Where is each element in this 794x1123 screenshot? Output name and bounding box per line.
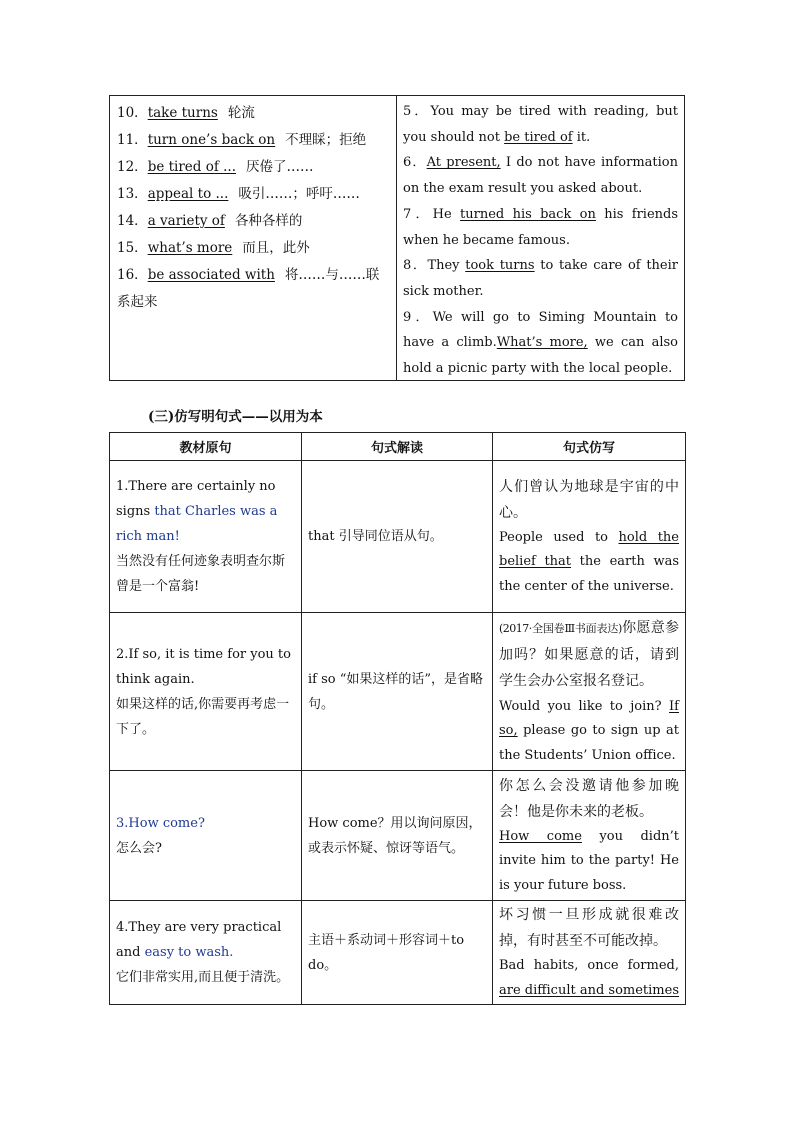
original-sentence: 4.They are very practical and easy to wash. 它们非常实用,而且便于清洗。 xyxy=(110,901,302,1005)
phrase-en: be tired of ... xyxy=(147,159,237,175)
table-row xyxy=(110,461,686,613)
header-imitation: 句式仿写 xyxy=(493,433,686,461)
original-translation: 怎么会? xyxy=(116,840,162,856)
phrase-cn: 各种各样的 xyxy=(234,213,303,229)
phrase-list xyxy=(110,96,397,380)
original-sentence: 1.There are certainly no signs that Charles was a rich man! 当然没有任何迹象表明查尔斯曾是一个富翁! xyxy=(110,461,302,613)
explanation: How come？用以询问原因，或表示怀疑、惊讶等语气。 xyxy=(302,771,493,901)
answer-fill: be tired of xyxy=(504,129,573,145)
phrase-en: appeal to ... xyxy=(147,186,229,202)
highlight-clause: easy to wash. xyxy=(144,945,234,960)
original-translation: 它们非常实用,而且便于清洗。 xyxy=(116,970,290,985)
example-sentence: 6．At present, I do not have information on the exam result you asked about. xyxy=(403,155,679,197)
original-translation: 当然没有任何迹象表明查尔斯曾是一个富翁! xyxy=(116,554,286,594)
phrase-en: a variety of xyxy=(147,213,225,229)
phrase-cn: 吸引……；呼吁…… xyxy=(238,186,360,202)
header-original: 教材原句 xyxy=(110,433,302,461)
highlight-clause: that Charles was a rich man! xyxy=(116,504,278,544)
explanation: 主语＋系动词＋形容词＋to do。 xyxy=(302,901,493,1005)
phrase-en: what’s more xyxy=(147,240,233,256)
original-sentence xyxy=(110,771,302,901)
answer-fill: How come xyxy=(499,828,582,844)
highlight-clause: 3.How come? xyxy=(116,815,205,831)
answer-fill: What’s more, xyxy=(496,335,588,351)
imitation: 人们曾认为地球是宇宙的中心。 People used to hold the belief that the earth was the center of the universe. xyxy=(493,461,686,613)
phrase-cn: 轮流 xyxy=(227,105,255,121)
phrase-en: take turns xyxy=(147,105,218,121)
phrase-item: 12．be tired of ... 厌倦了…… xyxy=(117,159,314,175)
imitation-prompt: (2017·全国卷Ⅲ书面表达)你愿意参加吗？如果愿意的话，请到学生会办公室报名登记。 xyxy=(499,619,680,690)
table-header-row xyxy=(110,433,686,461)
phrase-cn: 厌倦了…… xyxy=(246,159,314,175)
phrase-item: 15．what’s more 而且，此外 xyxy=(117,240,310,256)
header-explanation: 句式解读 xyxy=(302,433,493,461)
example-sentence: 9．We will go to Siming Mountain to have a climb.What’s more, we can also hold a picnic party with the local people. xyxy=(403,309,678,377)
table-row xyxy=(110,771,686,901)
imitation: 你怎么会没邀请他参加晚会！他是你未来的老板。 How come you didn’t invite him to the party! He is your future boss. xyxy=(493,771,686,901)
phrase-item: 14．a variety of 各种各样的 xyxy=(117,213,303,229)
original-sentence: 2.If so, it is time for you to think again. 如果这样的话,你需要再考虑一下了。 xyxy=(110,613,302,771)
source-tag: (2017·全国卷Ⅲ书面表达) xyxy=(499,621,622,635)
example-list xyxy=(397,96,684,380)
answer-fill: turned his back on xyxy=(460,206,596,222)
table-row xyxy=(110,613,686,771)
phrase-item: 16．be associated with 将……与……联系起来 xyxy=(117,267,380,310)
imitation: 坏习惯一旦形成就很难改掉，有时甚至不可能改掉。 Bad habits, once formed, are difficult and sometimes xyxy=(493,901,686,1005)
phrase-item: 11．turn one’s back on 不理睬；拒绝 xyxy=(117,132,367,148)
sentence-table xyxy=(109,432,686,1005)
imitation-prompt: 人们曾认为地球是宇宙的中心。 xyxy=(499,478,679,521)
original-translation: 如果这样的话,你需要再考虑一下了。 xyxy=(116,696,290,737)
answer-fill: If so, xyxy=(499,698,679,739)
imitation-prompt: 坏习惯一旦形成就很难改掉，有时甚至不可能改掉。 xyxy=(499,907,679,949)
example-sentence: 7．He turned his back on his friends when he became famous. xyxy=(403,206,679,248)
answer-fill: took turns xyxy=(465,258,535,274)
phrase-cn: 将……与……联系起来 xyxy=(117,267,380,310)
answer-fill: hold the belief that xyxy=(499,529,679,570)
phrase-cn: 不理睬；拒绝 xyxy=(285,132,367,148)
answer-fill: are difficult and sometimes xyxy=(499,982,680,998)
explanation: if so “如果这样的话”，是省略句。 xyxy=(302,613,493,771)
explanation: that 引导同位语从句。 xyxy=(302,461,493,613)
imitation-prompt: 你怎么会没邀请他参加晚会！他是你未来的老板。 xyxy=(499,777,679,820)
phrase-cn: 而且，此外 xyxy=(242,240,310,256)
example-sentence: 8．They took turns to take care of their sick mother. xyxy=(403,258,678,299)
phrase-item: 13．appeal to ... 吸引……；呼吁…… xyxy=(117,186,360,202)
phrase-item: 10．take turns 轮流 xyxy=(117,105,255,121)
answer-fill: At present, xyxy=(426,155,501,171)
phrase-en: turn one’s back on xyxy=(147,132,276,148)
phrase-box xyxy=(109,95,685,381)
table-row xyxy=(110,901,686,1005)
phrase-en: be associated with xyxy=(147,267,275,283)
section-title: (三)仿写明句式——以用为本 xyxy=(148,409,323,425)
example-sentence: 5．You may be tired with reading, but you should not be tired of it. xyxy=(403,104,678,145)
imitation: (2017·全国卷Ⅲ书面表达)你愿意参加吗？如果愿意的话，请到学生会办公室报名登记。 Would you like to join? If so, please go to sign up at the Students’ Union office. xyxy=(493,613,686,771)
